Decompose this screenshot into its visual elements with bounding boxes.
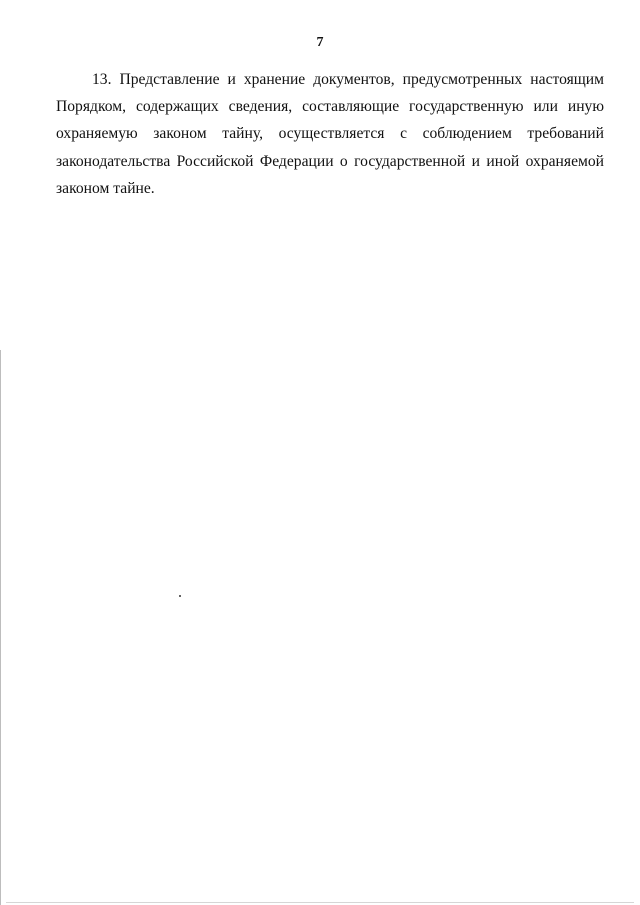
paragraph-line: законодательства Российской Федерации о государственной и иной охраняемой [56,152,604,170]
scan-edge-line [0,350,1,905]
paragraph-line: законом тайне. [56,179,155,197]
paragraph-line: 13. Представление и хранение документов, предусмотренных настоящим [92,71,604,88]
paragraph-line: Порядком, содержащих сведения, составляющие государственную или иную [56,98,604,116]
clause-13-paragraph [56,66,604,202]
scan-bottom-edge [6,902,634,903]
scan-speck [179,595,181,597]
paragraph-line: охраняемую законом тайну, осуществляется с соблюдением требований [56,125,604,143]
page-number: 7 [316,35,324,50]
